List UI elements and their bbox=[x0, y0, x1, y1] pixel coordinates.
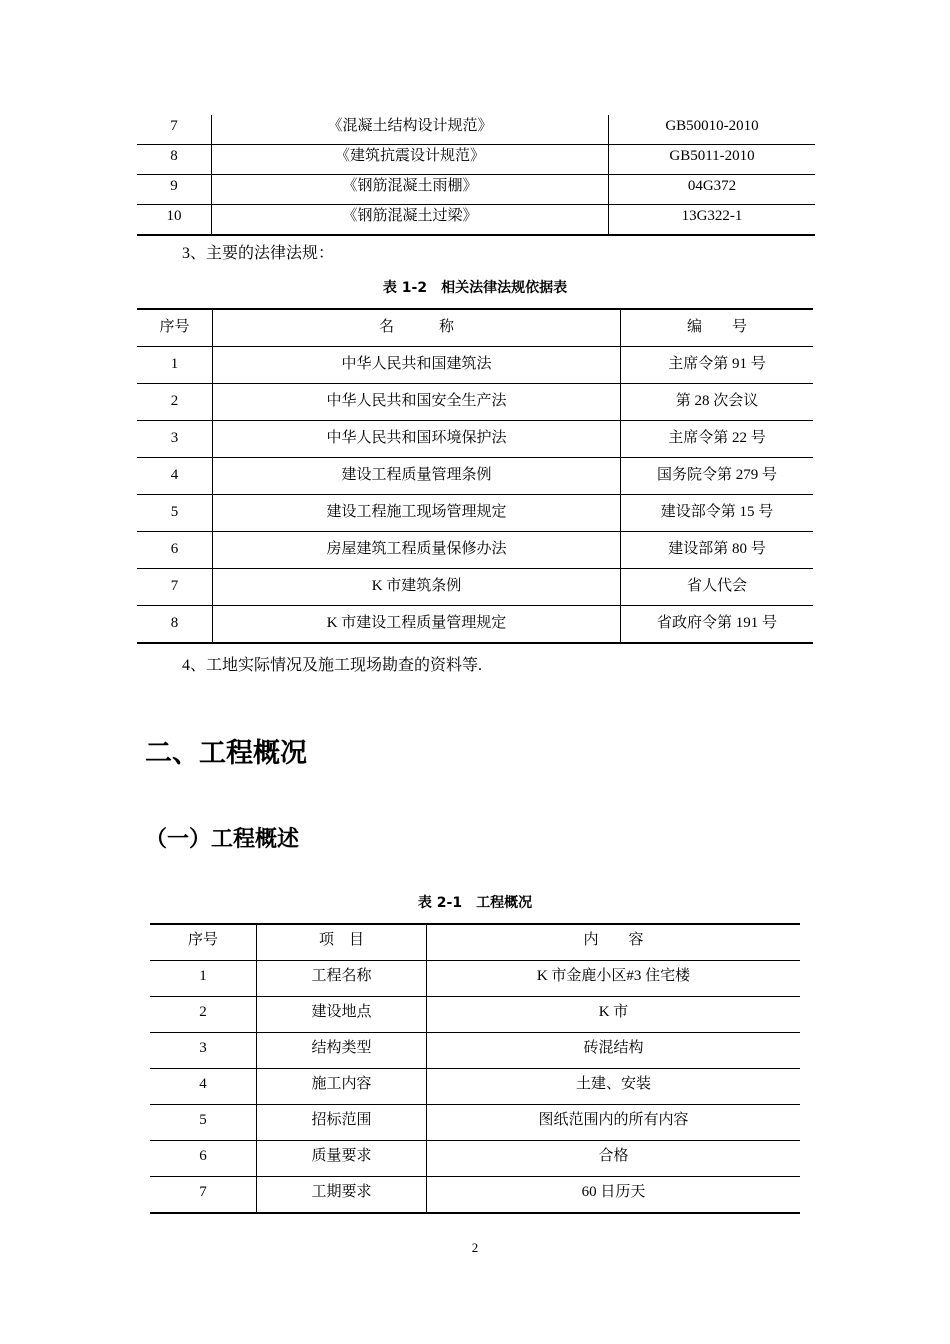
header-index: 序号 bbox=[150, 924, 257, 961]
cell-name: 中华人民共和国建筑法 bbox=[213, 347, 621, 384]
table-caption: 表 2-1 工程概况 bbox=[417, 895, 533, 911]
cell-name: 房屋建筑工程质量保修办法 bbox=[213, 532, 621, 569]
cell-content: 图纸范围内的所有内容 bbox=[427, 1105, 801, 1141]
cell-index: 1 bbox=[150, 961, 257, 997]
header-item: 项 目 bbox=[257, 924, 427, 961]
cell-content: K 市金鹿小区#3 住宅楼 bbox=[427, 961, 801, 997]
cell-name: K 市建筑条例 bbox=[213, 569, 621, 606]
cell-content: 合格 bbox=[427, 1141, 801, 1177]
header-code: 编 号 bbox=[621, 309, 814, 347]
cell-item: 质量要求 bbox=[257, 1141, 427, 1177]
table-caption: 表 1-2 相关法律法规依据表 bbox=[382, 280, 568, 296]
cell-code: 省政府令第 191 号 bbox=[621, 606, 814, 644]
cell-index: 5 bbox=[137, 495, 213, 532]
cell-index: 4 bbox=[137, 458, 213, 495]
cell-name: 建设工程质量管理条例 bbox=[213, 458, 621, 495]
cell-index: 6 bbox=[137, 532, 213, 569]
table-row bbox=[137, 606, 813, 644]
cell-content: 60 日历天 bbox=[427, 1177, 801, 1214]
cell-index: 8 bbox=[137, 145, 212, 175]
cell-code: 省人代会 bbox=[621, 569, 814, 606]
cell-index: 2 bbox=[137, 384, 213, 421]
cell-index: 1 bbox=[137, 347, 213, 384]
cell-index: 9 bbox=[137, 175, 212, 205]
cell-index: 7 bbox=[137, 569, 213, 606]
table-header-row bbox=[137, 309, 813, 347]
cell-index: 2 bbox=[150, 997, 257, 1033]
section-heading: 二、工程概况 bbox=[145, 738, 307, 769]
cell-code: 国务院令第 279 号 bbox=[621, 458, 814, 495]
cell-item: 结构类型 bbox=[257, 1033, 427, 1069]
table-row bbox=[150, 997, 800, 1033]
overview-table bbox=[150, 923, 800, 1214]
cell-name: 《钢筋混凝土过梁》 bbox=[212, 205, 609, 236]
cell-content: 土建、安装 bbox=[427, 1069, 801, 1105]
table-row bbox=[137, 384, 813, 421]
cell-content: K 市 bbox=[427, 997, 801, 1033]
site-paragraph: 4、工地实际情况及施工现场勘查的资料等. bbox=[182, 657, 483, 674]
table-row bbox=[137, 205, 815, 236]
table-row bbox=[137, 532, 813, 569]
cell-name: 中华人民共和国安全生产法 bbox=[213, 384, 621, 421]
cell-name: K 市建设工程质量管理规定 bbox=[213, 606, 621, 644]
table-row bbox=[137, 145, 815, 175]
cell-code: 建设部令第 15 号 bbox=[621, 495, 814, 532]
header-index: 序号 bbox=[137, 309, 213, 347]
page-number: 2 bbox=[471, 1240, 479, 1255]
cell-index: 6 bbox=[150, 1141, 257, 1177]
cell-index: 8 bbox=[137, 606, 213, 644]
cell-item: 工程名称 bbox=[257, 961, 427, 997]
cell-item: 施工内容 bbox=[257, 1069, 427, 1105]
table-row bbox=[137, 569, 813, 606]
table-header-row bbox=[150, 924, 800, 961]
table-row bbox=[150, 1105, 800, 1141]
cell-code: 主席令第 91 号 bbox=[621, 347, 814, 384]
table-row bbox=[137, 115, 815, 145]
cell-index: 4 bbox=[150, 1069, 257, 1105]
cell-code: GB5011-2010 bbox=[609, 145, 816, 175]
cell-code: 主席令第 22 号 bbox=[621, 421, 814, 458]
subsection-heading: （一）工程概述 bbox=[145, 827, 300, 852]
table-row bbox=[150, 1033, 800, 1069]
laws-paragraph: 3、主要的法律法规： bbox=[182, 245, 335, 262]
cell-code: 04G372 bbox=[609, 175, 816, 205]
cell-index: 3 bbox=[150, 1033, 257, 1069]
table-row bbox=[137, 458, 813, 495]
cell-name: 《建筑抗震设计规范》 bbox=[212, 145, 609, 175]
cell-code: 13G322-1 bbox=[609, 205, 816, 236]
table-row bbox=[137, 421, 813, 458]
table-row bbox=[150, 1069, 800, 1105]
laws-table bbox=[137, 308, 813, 644]
table-row bbox=[150, 1141, 800, 1177]
table-row bbox=[150, 1177, 800, 1214]
cell-code: 第 28 次会议 bbox=[621, 384, 814, 421]
header-name: 名 称 bbox=[213, 309, 621, 347]
cell-index: 7 bbox=[137, 115, 212, 145]
cell-content: 砖混结构 bbox=[427, 1033, 801, 1069]
cell-name: 中华人民共和国环境保护法 bbox=[213, 421, 621, 458]
cell-name: 《混凝土结构设计规范》 bbox=[212, 115, 609, 145]
cell-index: 3 bbox=[137, 421, 213, 458]
cell-index: 5 bbox=[150, 1105, 257, 1141]
header-content: 内 容 bbox=[427, 924, 801, 961]
cell-item: 招标范围 bbox=[257, 1105, 427, 1141]
table-row bbox=[137, 495, 813, 532]
cell-code: 建设部第 80 号 bbox=[621, 532, 814, 569]
table-row bbox=[137, 347, 813, 384]
table-row bbox=[150, 961, 800, 997]
cell-index: 10 bbox=[137, 205, 212, 236]
cell-name: 《钢筋混凝土雨棚》 bbox=[212, 175, 609, 205]
cell-item: 工期要求 bbox=[257, 1177, 427, 1214]
cell-code: GB50010-2010 bbox=[609, 115, 816, 145]
table-row bbox=[137, 175, 815, 205]
cell-name: 建设工程施工现场管理规定 bbox=[213, 495, 621, 532]
cell-item: 建设地点 bbox=[257, 997, 427, 1033]
standards-table bbox=[137, 115, 815, 236]
cell-index: 7 bbox=[150, 1177, 257, 1214]
